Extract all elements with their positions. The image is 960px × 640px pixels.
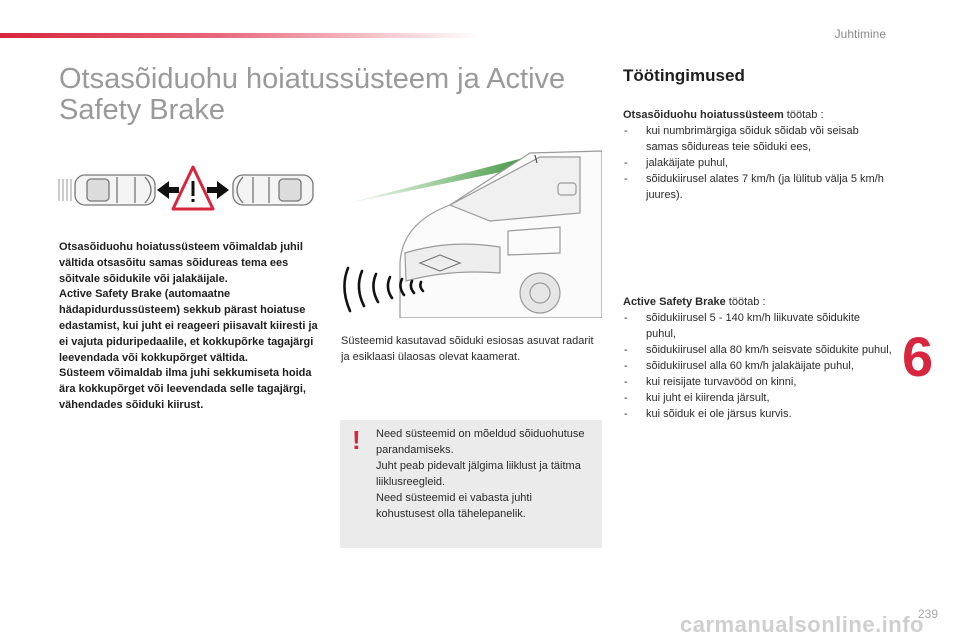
section-label: Juhtimine xyxy=(834,27,886,41)
page-number: 239 xyxy=(917,607,938,621)
asb-conditions xyxy=(623,294,893,422)
list-item: - kui sõiduk ei ole järsus kurvis. xyxy=(623,406,893,422)
warning-line: Need süsteemid on mõeldud sõiduohutuse parandamiseks. xyxy=(376,428,585,456)
intro-paragraph: Active Safety Brake (automaatne hädapidurdussüsteem) sekkub pärast hoiatuse edastamist, kui juht ei reageeri piisavalt kiiresti ja ei vajuta piduripedaalile, et kokkupõrke tagajärgi leevendada või kokkupõrget vältida. xyxy=(59,288,318,364)
page-title: Otsasõiduohu hoiatussüsteem ja Active Safety Brake xyxy=(59,63,566,126)
asb-list xyxy=(623,310,893,422)
fcw-conditions xyxy=(623,107,893,203)
header-accent-bar xyxy=(0,33,480,38)
rear-van-icon xyxy=(75,175,155,205)
warning-line: Need süsteemid ei vabasta juhti kohustusest olla tähelepanelik. xyxy=(376,492,532,520)
list-item: - kui juht ei kiirenda järsult, xyxy=(623,390,893,406)
asb-suffix: töötab : xyxy=(725,296,766,308)
asb-name: Active Safety Brake xyxy=(623,296,726,308)
fcw-list xyxy=(623,123,893,203)
list-item: - sõidukiirusel alates 7 km/h (ja lülitub välja 5 km/h juures). xyxy=(623,171,893,203)
watermark: carmanualsonline.info xyxy=(680,612,924,637)
fcw-lead xyxy=(623,107,893,123)
chapter-number: 6 xyxy=(902,325,934,388)
intro-paragraph: Süsteem võimaldab ilma juhi sekkumiseta hoida ära kokkupõrget või leevendada selle tagajärgi, vähendades sõiduki kiirust. xyxy=(59,367,312,411)
exclamation-icon: ! xyxy=(352,425,361,455)
list-item: - kui numbrimärgiga sõiduk sõidab või seisab samas sõidureas teie sõiduki ees, xyxy=(623,123,893,155)
front-van-icon xyxy=(233,175,313,205)
list-item: - sõidukiirusel 5 - 140 km/h liikuvate sõidukite puhul, xyxy=(623,310,893,342)
warning-text xyxy=(376,426,591,522)
asb-lead xyxy=(623,294,893,310)
list-item: - sõidukiirusel alla 80 km/h seisvate sõidukite puhul, xyxy=(623,342,893,358)
collision-warning-illustration xyxy=(57,165,319,215)
intro-paragraph: Otsasõiduohu hoiatussüsteem võimaldab juhil vältida otsasõitu samas sõidureas tema ees sõitvale sõidukile või jalakäijale. xyxy=(59,241,303,285)
conditions-heading: Töötingimused xyxy=(623,66,745,85)
scan-lines-icon xyxy=(59,179,71,201)
list-item: - jalakäijate puhul, xyxy=(623,155,893,171)
fcw-suffix: töötab : xyxy=(783,109,824,121)
list-item: - kui reisijate turvavööd on kinni, xyxy=(623,374,893,390)
list-item: - sõidukiirusel alla 60 km/h jalakäijate puhul, xyxy=(623,358,893,374)
figure-caption: Süsteemid kasutavad sõiduki esiosas asuvat radarit ja esiklaasi ülaosas olevat kaamerat. xyxy=(341,335,594,363)
warning-line: Juht peab pidevalt jälgima liiklust ja täitma liiklusreegleid. xyxy=(376,460,581,488)
fcw-name: Otsasõiduohu hoiatussüsteem xyxy=(623,109,784,121)
intro-text xyxy=(59,240,319,414)
warning-box xyxy=(340,420,602,548)
van-front-sensors-illustration xyxy=(340,143,602,318)
van-body-icon xyxy=(400,151,602,318)
